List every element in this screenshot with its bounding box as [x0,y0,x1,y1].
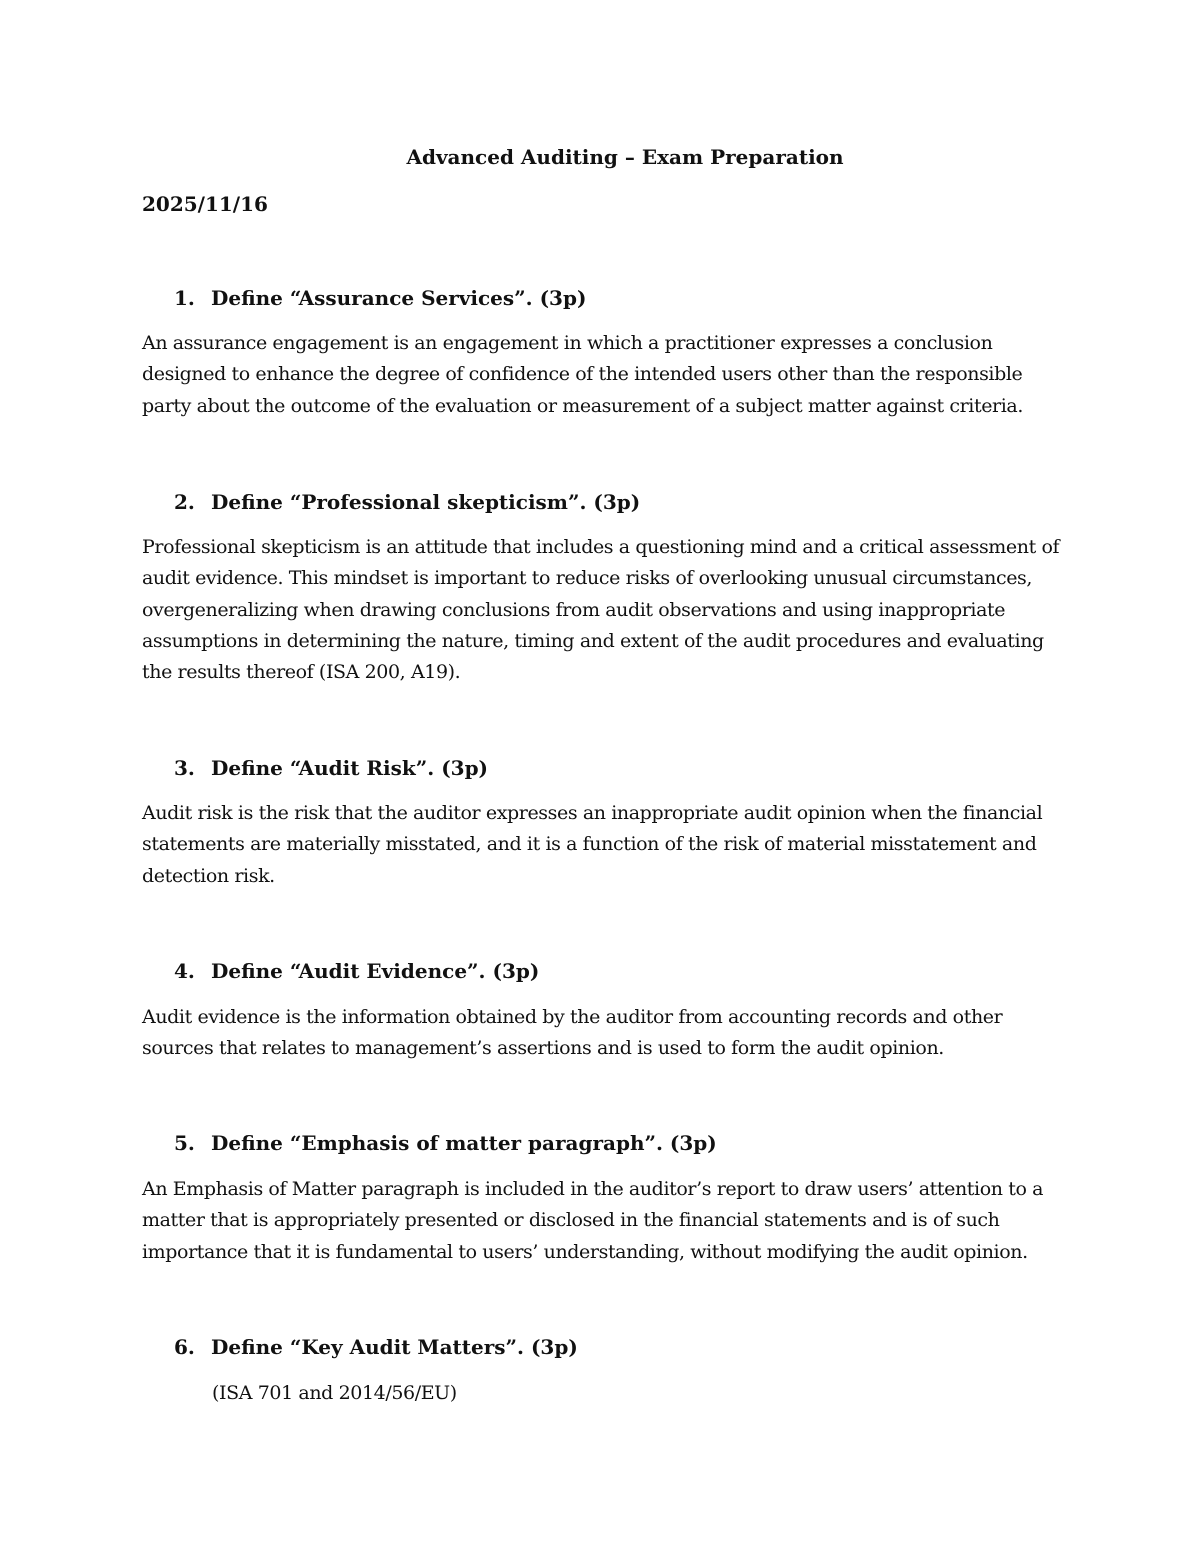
question-number: 1. [174,286,195,310]
question-text: Define “Assurance Services”. (3p) [211,286,587,310]
question-heading [174,1129,717,1157]
question-text: Define “Key Audit Matters”. (3p) [211,1335,578,1359]
answer-paragraph: Audit risk is the risk that the auditor expresses an inappropriate audit opinion when the financial statements are materially misstated, and it is a function of the risk of material misstatement and detection risk. [142,802,1043,887]
question-heading [174,754,488,782]
answer-paragraph: An Emphasis of Matter paragraph is included in the auditor’s report to draw users’ attention to a matter that is appropriately presented or disclosed in the financial statements and is of such importance that it is fundamental to users’ understanding, without modifying the audit opinion. [142,1178,1044,1263]
question-number: 3. [174,756,195,780]
answer-paragraph: An assurance engagement is an engagement in which a practitioner expresses a conclusion designed to enhance the degree of confidence of the intended users other than the responsible party about the outcome of the evaluation or measurement of a subject matter against criteria. [142,332,1023,417]
answer-paragraph: (ISA 701 and 2014/56/EU) [212,1382,457,1404]
question-heading [174,1333,578,1361]
question-text: Define “Audit Risk”. (3p) [211,756,489,780]
answer-paragraph: Professional skepticism is an attitude that includes a questioning mind and a critical assessment of audit evidence. This mindset is important to reduce risks of overlooking unusual circumstances, overgeneralizing when drawing conclusions from audit observations and using inappropriate assumptions in determining the nature, timing and extent of the audit procedures and evaluating the results thereof (ISA 200, A19). [142,536,1060,684]
question-text: Define “Audit Evidence”. (3p) [211,959,540,983]
question-number: 4. [174,959,195,983]
question-number: 6. [174,1335,195,1359]
question-heading [174,284,586,312]
question-heading [174,488,640,516]
answer-paragraph: Audit evidence is the information obtained by the auditor from accounting records and other sources that relates to management’s assertions and is used to form the audit opinion. [142,1006,1003,1060]
document-title: Advanced Auditing – Exam Preparation [406,145,844,169]
question-text: Define “Professional skepticism”. (3p) [211,490,641,514]
document-date: 2025/11/16 [142,192,268,216]
question-text: Define “Emphasis of matter paragraph”. (3p) [211,1131,717,1155]
question-number: 2. [174,490,195,514]
question-heading [174,957,539,985]
question-number: 5. [174,1131,195,1155]
